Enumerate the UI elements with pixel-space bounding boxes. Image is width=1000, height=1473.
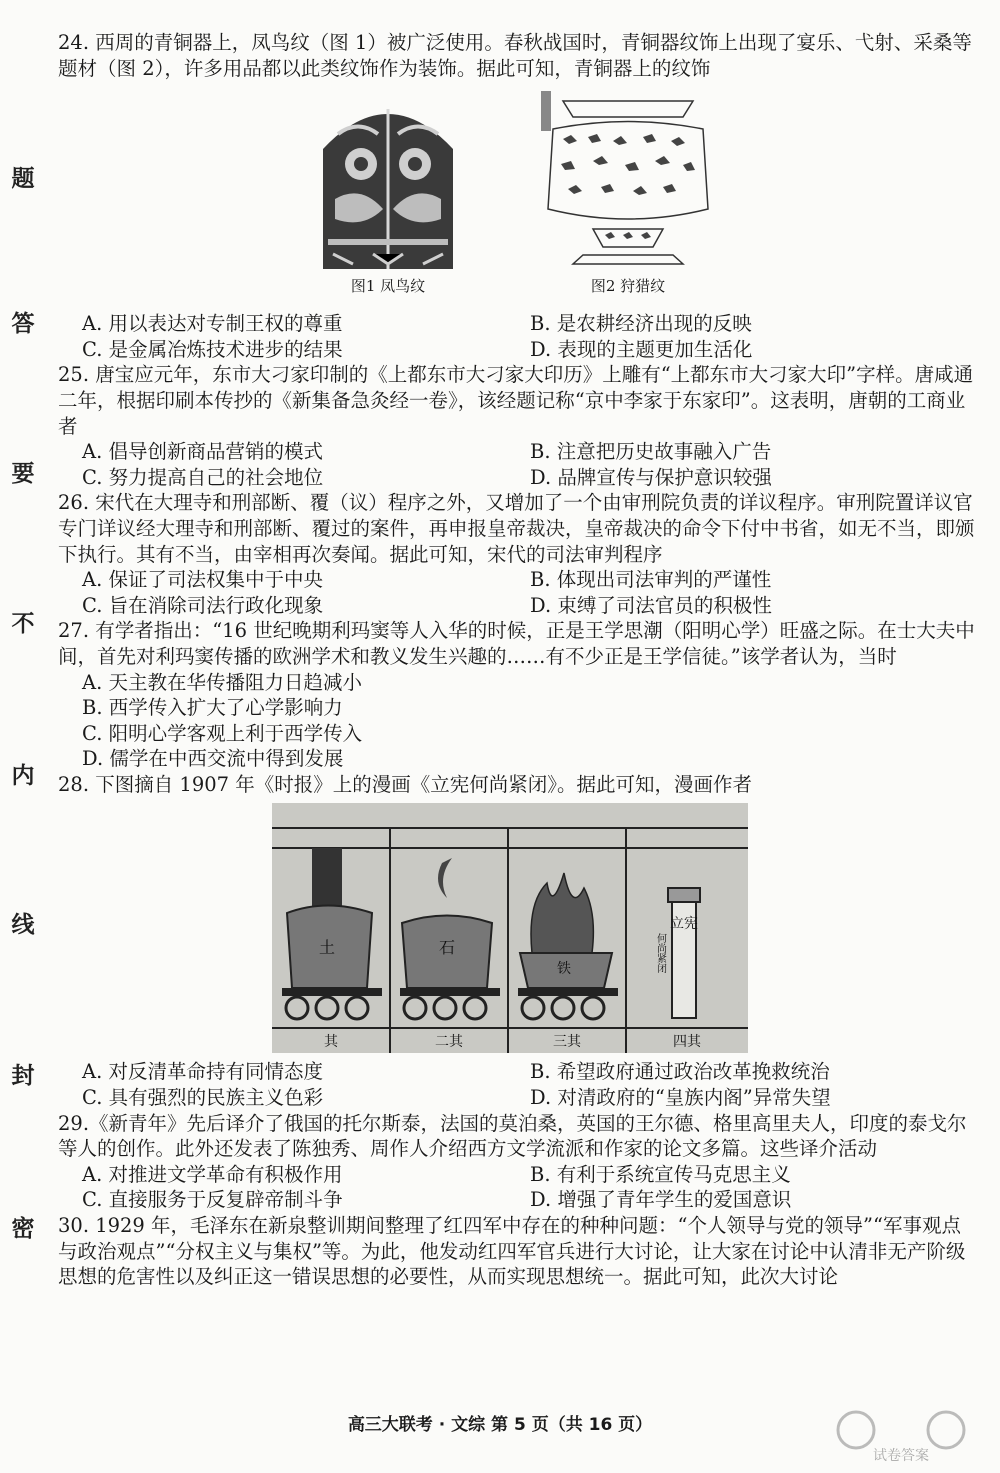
question-28-stem: 28. 下图摘自 1907 年《时报》上的漫画《立宪何尚紧闭》。据此可知，漫画作者	[58, 772, 752, 796]
option-d: D. 增强了青年学生的爱国意识	[530, 1188, 792, 1212]
question-25-stem: 25. 唐宝应元年，东市大刁家印制的《上都东市大刁家大印历》上雕有“上都东市大刁家大印”字样。唐咸通二年，根据印刷本传抄的《新集备急灸经一卷》，该经题记称“京中李家于东家印”。这表明，唐朝的工商业者	[58, 363, 974, 438]
option-a: A. 天主教在华传播阻力日趋减小	[82, 670, 362, 694]
margin-char: 密	[11, 1216, 35, 1242]
margin-char: 线	[11, 912, 35, 938]
option-b: B. 有利于系统宣传马克思主义	[530, 1162, 791, 1186]
panel-label-3: 三其	[553, 1034, 581, 1051]
watermark-text: 试卷答案	[873, 1448, 929, 1464]
question-29-stem: 29.《新青年》先后译介了俄国的托尔斯泰，法国的莫泊桑，英国的王尔德、格里高里夫人，印度的泰戈尔等人的创作。此外还发表了陈独秀、周作人介绍西方文学流派和作家的论文多篇。这些译介活动	[58, 1111, 967, 1161]
option-c: C. 旨在消除司法行政化现象	[82, 593, 324, 617]
option-c: C. 具有强烈的民族主义色彩	[82, 1086, 324, 1110]
option-b: B. 体现出司法审判的严谨性	[530, 568, 772, 592]
figure-2	[533, 89, 723, 307]
option-d: D. 品牌宣传与保护意识较强	[530, 465, 772, 489]
figure-2-caption: 图2 狩猎纹	[590, 277, 666, 296]
phoenix-pattern-image	[313, 89, 463, 269]
option-c: C. 直接服务于反复辟帝制斗争	[82, 1188, 343, 1212]
option-a: A. 对推进文学革命有积极作用	[82, 1162, 343, 1186]
panel-label-1: 其	[324, 1034, 338, 1051]
question-26-stem: 26. 宋代在大理寺和刑部断、覆（议）程序之外，又增加了一个由审刑院负责的详议程序。审刑院置详议官专门详议经大理寺和刑部断、覆过的案件，再申报皇帝裁决，皇帝裁决的命令下付中书省，如无不当，即颁下执行。其有不当，由宰相再次奏闻。据此可知，宋代的司法审判程序	[58, 491, 975, 566]
page-footer: 高三大联考 · 文综 第 5 页（共 16 页）	[347, 1415, 653, 1435]
question-26-options	[82, 567, 978, 618]
hunting-pattern-image	[533, 89, 723, 269]
question-30-stem: 30. 1929 年，毛泽东在新泉整训期间整理了红四军中存在的种种问题：“个人领导与党的领导”“军事观点与政治观点”“分权主义与集权”等。为此，他发动红四军官兵进行大讨论，让大家在讨论中认清非无产阶级思想的危害性以及纠正这一错误思想的必要性，从而实现思想统一。据此可知，此次大讨论	[58, 1214, 966, 1289]
seal-line-margin	[0, 0, 48, 1473]
cartoon-figure	[272, 803, 748, 1053]
margin-char: 要	[11, 461, 35, 487]
question-content	[58, 30, 978, 1290]
option-d: D. 束缚了司法官员的积极性	[530, 593, 772, 617]
option-a: A. 保证了司法权集中于中央	[82, 568, 323, 592]
watermark-logo	[826, 1405, 976, 1465]
option-b: B. 是农耕经济出现的反映	[530, 312, 752, 336]
cart-1-word: 土	[318, 938, 336, 958]
question-24-figures	[58, 89, 978, 307]
question-27-options	[82, 670, 978, 772]
margin-char: 封	[11, 1063, 35, 1089]
option-b: B. 西学传入扩大了心学影响力	[82, 696, 343, 720]
option-d: D. 儒学在中西交流中得到发展	[82, 747, 344, 771]
question-25-options	[82, 439, 978, 490]
option-b: B. 希望政府通过政治改革挽救统治	[530, 1060, 830, 1084]
panel-label-4: 四其	[673, 1034, 701, 1051]
option-a: A. 倡导创新商品营销的模式	[82, 440, 323, 464]
question-24-stem: 24. 西周的青铜器上，凤鸟纹（图 1）被广泛使用。春秋战国时，青铜器纹饰上出现了宴乐、弋射、采桑等题材（图 2），许多用品都以此类纹饰作为装饰。据此可知，青铜器上的纹饰	[58, 31, 972, 80]
margin-char: 题	[11, 166, 35, 192]
option-c: C. 是金属冶炼技术进步的结果	[82, 337, 343, 361]
question-27-stem: 27. 有学者指出：“16 世纪晚期利玛窦等人入华的时候，正是王学思潮（阳明心学）旺盛之际。在士大夫中间，首先对利玛窦传播的欧洲学术和教义发生兴趣的……有不少正是王学信徒。”该学者认为，当时	[58, 619, 975, 668]
option-c: C. 努力提高自己的社会地位	[82, 465, 324, 489]
question-24-options	[82, 311, 978, 362]
option-b: B. 注意把历史故事融入广告	[530, 440, 772, 464]
cartoon-pillar-side: 何尚紧闭	[654, 933, 666, 974]
question-29-options	[82, 1162, 978, 1213]
option-d: D. 对清政府的“皇族内阁”异常失望	[530, 1086, 831, 1110]
figure-1	[313, 89, 463, 307]
option-c: C. 阳明心学客观上利于西学传入	[82, 721, 363, 745]
figure-1-caption: 图1 凤鸟纹	[350, 277, 426, 296]
cartoon-pillar-top: 立宪	[670, 916, 698, 933]
cart-2-word: 石	[438, 938, 456, 958]
option-d: D. 表现的主题更加生活化	[530, 337, 753, 361]
cart-3-word: 铁	[557, 961, 571, 978]
option-a: A. 对反清革命持有同情态度	[82, 1060, 323, 1084]
question-28-options	[82, 1059, 978, 1110]
margin-char: 答	[11, 311, 35, 337]
margin-char: 内	[11, 763, 35, 789]
constitution-cartoon-image	[272, 803, 748, 1053]
margin-char: 不	[11, 611, 35, 637]
panel-label-2: 二其	[435, 1034, 463, 1051]
option-a: A. 用以表达对专制王权的尊重	[82, 312, 343, 336]
